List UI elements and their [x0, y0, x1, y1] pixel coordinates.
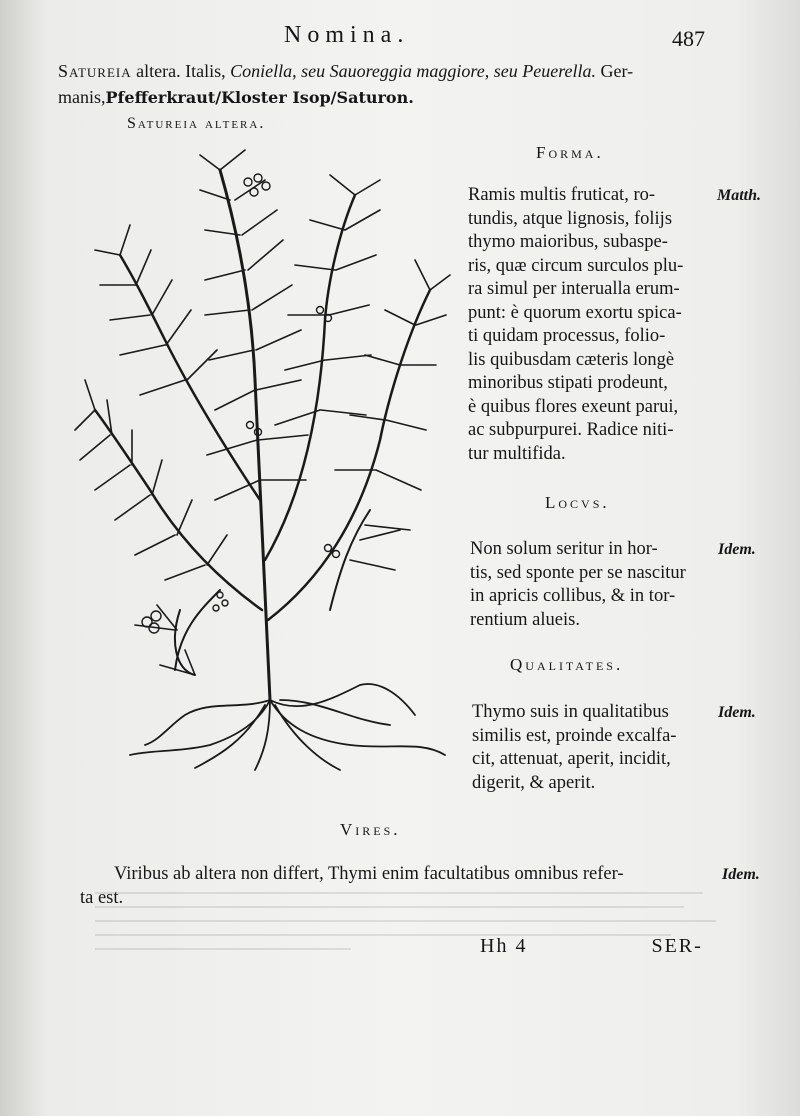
- forma-text: [468, 184, 683, 466]
- locus-text: [470, 538, 686, 632]
- text-line: tis, sed sponte per se nascitur: [470, 562, 686, 583]
- text-line: tundis, atque lignosis, folijs: [468, 208, 673, 229]
- locus-margin-note: Idem.: [718, 541, 756, 558]
- text-line: ac subpurpurei. Radice niti-: [468, 420, 674, 440]
- text-line: ti quidam processus, folio-: [468, 326, 666, 346]
- forma-heading: Forma.: [536, 143, 604, 162]
- text-line: punt: è quorum exortu spica-: [468, 302, 682, 323]
- signature-mark: Hh 4: [480, 935, 528, 957]
- text-line: Ramis multis fruticat, ro-: [468, 185, 656, 205]
- text-line: Thymo suis in qualitatibus: [472, 702, 669, 722]
- qualitates-margin-note: Idem.: [718, 704, 756, 721]
- text-line: minoribus stipati prodeunt,: [468, 373, 668, 393]
- text-line: ta est.: [80, 887, 124, 908]
- text-line: è quibus flores exeunt parui,: [468, 396, 679, 417]
- names-line-1: [58, 58, 633, 84]
- names-text: altera. Italis,: [131, 61, 231, 81]
- plant-names: [58, 58, 633, 111]
- running-head: Nomina.: [284, 22, 410, 48]
- text-line: similis est, proinde excalfa-: [472, 725, 677, 746]
- text-line: in apricis collibus, & in tor-: [470, 586, 676, 606]
- italian-name-3: seu Peuerella.: [493, 61, 597, 81]
- names-text: manis,: [58, 87, 106, 107]
- catchword: SER-: [651, 935, 703, 957]
- italian-name-2: seu Sauoreggia maggiore: [301, 61, 485, 81]
- german-names: Pfefferkraut/Kloster Isop/Saturon.: [105, 88, 414, 107]
- qualitates-text: [472, 701, 676, 795]
- text-line: thymo maioribus, subaspe-: [468, 232, 668, 252]
- text-line: cit, attenuat, aperit, incidit,: [472, 749, 671, 769]
- vires-heading: Vires.: [340, 820, 401, 839]
- locus-heading: Locvs.: [545, 493, 610, 512]
- catchword-line: [480, 935, 703, 958]
- names-text: Ger-: [596, 61, 634, 81]
- latin-name: Satureia: [58, 61, 132, 81]
- text-line: rentium alueis.: [470, 609, 580, 630]
- figure-caption: Satureia altera.: [127, 115, 266, 132]
- text-line: tur multifida.: [468, 443, 566, 464]
- text-line: Non solum seritur in hor-: [470, 539, 658, 559]
- names-line-2: [58, 84, 633, 111]
- text-line: lis quibusdam cæteris longè: [468, 349, 675, 370]
- page-number: 487: [672, 26, 705, 51]
- text-line: digerit, & aperit.: [472, 772, 596, 793]
- names-text: ,: [292, 61, 302, 81]
- italian-name-1: Coniella: [230, 61, 293, 81]
- text-line: Viribus ab altera non differt, Thymi enim facultatibus omnibus refer-: [114, 864, 624, 884]
- plant-woodcut-illustration: [70, 140, 460, 780]
- forma-margin-note: Matth.: [717, 187, 762, 204]
- vires-margin-note: Idem.: [722, 866, 760, 883]
- text-line: ris, quæ circum surculos plu-: [468, 255, 684, 276]
- text-line: ra simul per interualla erum-: [468, 279, 680, 299]
- names-text: ,: [484, 61, 494, 81]
- qualitates-heading: Qualitates.: [510, 655, 624, 674]
